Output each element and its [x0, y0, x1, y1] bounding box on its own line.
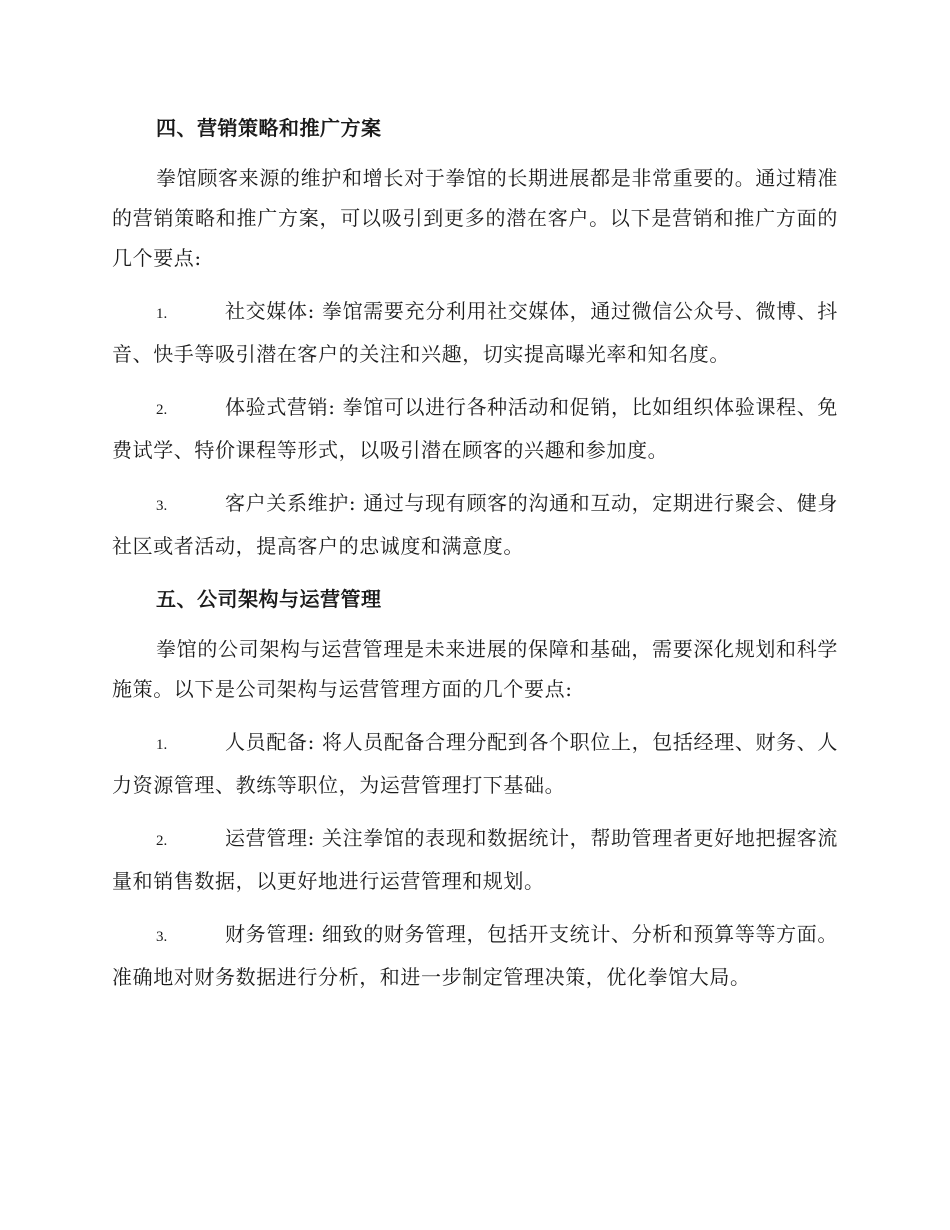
list-item-number: 1.	[156, 306, 168, 322]
list-item-text: 社交媒体: 拳馆需要充分利用社交媒体，通过微信公众号、微博、抖音、快手等吸引潜在客户的关注和兴趣，切实提高曝光率和知名度。	[112, 299, 838, 366]
section-intro-management: 拳馆的公司架构与运营管理是未来进展的保障和基础，需要深化规划和科学施策。以下是公司架构与运营管理方面的几个要点:	[112, 637, 838, 701]
list-item	[112, 818, 838, 901]
list-item-number: 2.	[156, 402, 168, 418]
list-item-text: 运营管理: 关注拳馆的表现和数据统计，帮助管理者更好地把握客流量和销售数据，以更好地进行运营管理和规划。	[112, 826, 838, 893]
section-intro-marketing: 拳馆顾客来源的维护和增长对于拳馆的长期进展都是非常重要的。通过精准的营销策略和推广方案，可以吸引到更多的潜在客户。以下是营销和推广方面的几个要点:	[112, 166, 838, 270]
document-body	[112, 108, 838, 1010]
list-item-number: 3.	[156, 498, 168, 514]
list-item	[112, 483, 838, 566]
list-item-text: 体验式营销: 拳馆可以进行各种活动和促销，比如组织体验课程、免费试学、特价课程等形式，以吸引潜在顾客的兴趣和参加度。	[112, 395, 838, 462]
list-item-text: 财务管理: 细致的财务管理，包括开支统计、分析和预算等等方面。准确地对财务数据进行分析，和进一步制定管理决策，优化拳馆大局。	[112, 922, 838, 989]
list-item-text: 人员配备: 将人员配备合理分配到各个职位上，包括经理、财务、人力资源管理、教练等职位，为运营管理打下基础。	[112, 730, 838, 797]
list-item-number: 2.	[156, 833, 168, 849]
section-heading-management: 五、公司架构与运营管理	[156, 587, 382, 611]
list-item	[112, 291, 838, 374]
section-heading-marketing: 四、营销策略和推广方案	[156, 116, 382, 140]
list-item	[112, 914, 838, 997]
list-item-number: 1.	[156, 737, 168, 753]
list-item-text: 客户关系维护: 通过与现有顾客的沟通和互动，定期进行聚会、健身社区或者活动，提高客户的忠诚度和满意度。	[112, 491, 838, 558]
list-item-number: 3.	[156, 929, 168, 945]
list-item	[112, 722, 838, 805]
list-item	[112, 387, 838, 470]
